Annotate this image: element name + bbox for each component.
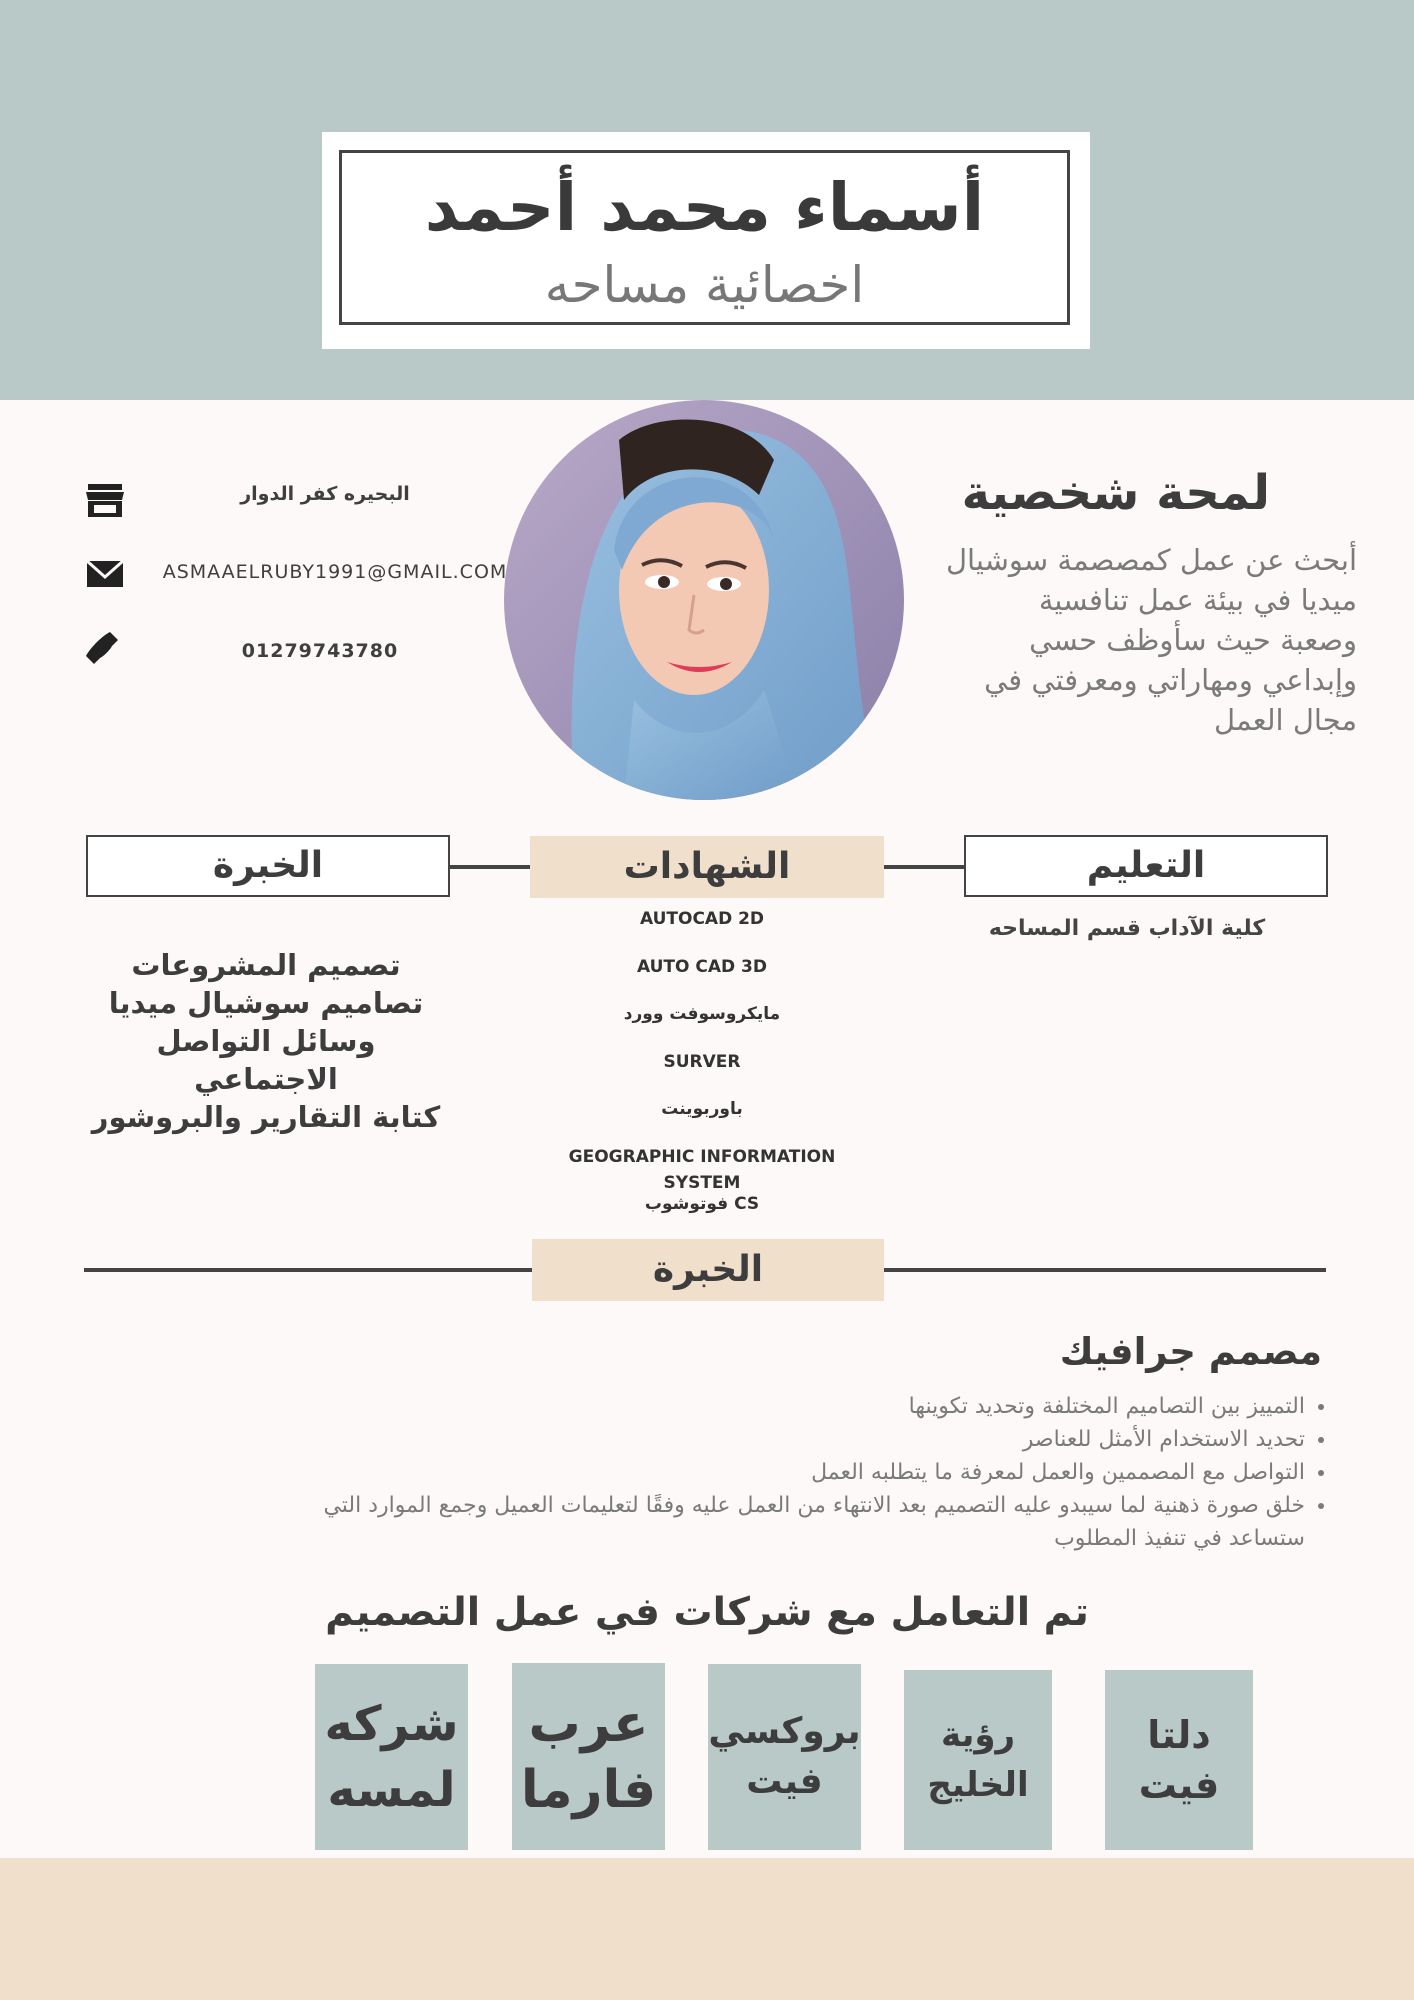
client-name-line: فيت (1138, 1763, 1220, 1807)
client-name-line: فارما (520, 1759, 657, 1820)
profile-line: وإبداعي ومهاراتي ومعرفتي في (984, 663, 1357, 697)
client-card (1105, 1670, 1253, 1850)
envelope-icon (80, 553, 130, 597)
client-name-line: فيت (746, 1761, 823, 1802)
email-text[interactable]: ASMAAELRUBY1991@GMAIL.COM (162, 561, 508, 583)
experience-header: الخبرة (532, 1239, 884, 1301)
portrait-illustration (504, 400, 904, 800)
education-header: التعليم (964, 835, 1328, 897)
store-icon (80, 478, 130, 522)
skill-item: كتابة التقارير والبروشور (91, 1100, 441, 1134)
certificates-header: الشهادات (530, 836, 884, 898)
skill-item: تصميم المشروعات (131, 948, 401, 982)
phone-icon (80, 628, 130, 672)
skill-item: وسائل التواصل الاجتماعي (156, 1024, 376, 1096)
client-card (904, 1670, 1052, 1850)
divider-line (84, 1268, 532, 1272)
duties-list (300, 1390, 1333, 1555)
profile-line: أبحث عن عمل كمصصمة سوشيال (945, 543, 1357, 577)
client-name-line: الخليج (927, 1765, 1029, 1805)
client-name-line: رؤية (940, 1715, 1016, 1755)
skills-list (86, 946, 446, 1136)
duty-item: • تحديد الاستخدام الأمثل للعناصر (300, 1423, 1305, 1456)
client-card (315, 1664, 468, 1850)
footer-band (0, 1858, 1414, 2000)
job-title: اخصائية مساحه (544, 256, 865, 314)
profile-photo (504, 400, 904, 800)
profile-line: مجال العمل (1214, 703, 1357, 737)
skills-header: الخبرة (86, 835, 450, 897)
skill-item: تصاميم سوشيال ميديا (108, 986, 424, 1020)
certificate-item: فوتوشوب CS (644, 1194, 760, 1214)
education-text: كلية الآداب قسم المساحه (988, 916, 1266, 941)
profile-line: ميديا في بيئة عمل تنافسية (1038, 583, 1357, 617)
certificate-item: مايكروسوفت وورد (623, 1004, 781, 1024)
duty-item: • خلق صورة ذهنية لما سيبدو عليه التصميم بعد الانتهاء من العمل عليه وفقًا لتعليمات العميل وجمع الموارد التي ستساعد في تنفيذ المطلوب (300, 1489, 1305, 1555)
divider-line (884, 1268, 1326, 1272)
profile-text (905, 540, 1357, 740)
certificate-item: باوربوينت (661, 1099, 743, 1119)
certificate-item: AUTOCAD 2D (639, 909, 765, 929)
role-title: مصمم جرافيك (1059, 1330, 1322, 1373)
client-card (708, 1664, 861, 1850)
client-name-line: لمسه (327, 1762, 456, 1818)
person-name: أسماء محمد أحمد (424, 169, 985, 246)
duty-item: • التمييز بين التصاميم المختلفة وتحديد تكوينها (300, 1390, 1305, 1423)
profile-line: وصعبة حيث سأوظف حسي (1029, 623, 1357, 657)
client-name-line: عرب (528, 1693, 649, 1754)
duty-item: • التواصل مع المصممين والعمل لمعرفة ما يتطلبه العمل (300, 1456, 1305, 1489)
address-text: البحيره كفر الدوار (240, 483, 410, 505)
phone-text[interactable]: 01279743780 (241, 640, 399, 662)
client-name-line: شركه (324, 1696, 459, 1752)
certificate-item: AUTO CAD 3D (636, 956, 767, 977)
certificate-item: GEOGRAPHIC INFORMATION SYSTEM (568, 1146, 836, 1193)
certificates-list (530, 906, 874, 1239)
client-name-line: دلتا (1147, 1713, 1211, 1757)
connector-line (884, 865, 964, 869)
client-card (512, 1663, 665, 1850)
client-name-line: بروكسي (708, 1711, 861, 1752)
certificate-item: SURVER (663, 1051, 741, 1072)
clients-title: تم التعامل مع شركات في عمل التصميم (325, 1590, 1089, 1635)
profile-title: لمحة شخصية (961, 465, 1270, 521)
connector-line (450, 865, 530, 869)
